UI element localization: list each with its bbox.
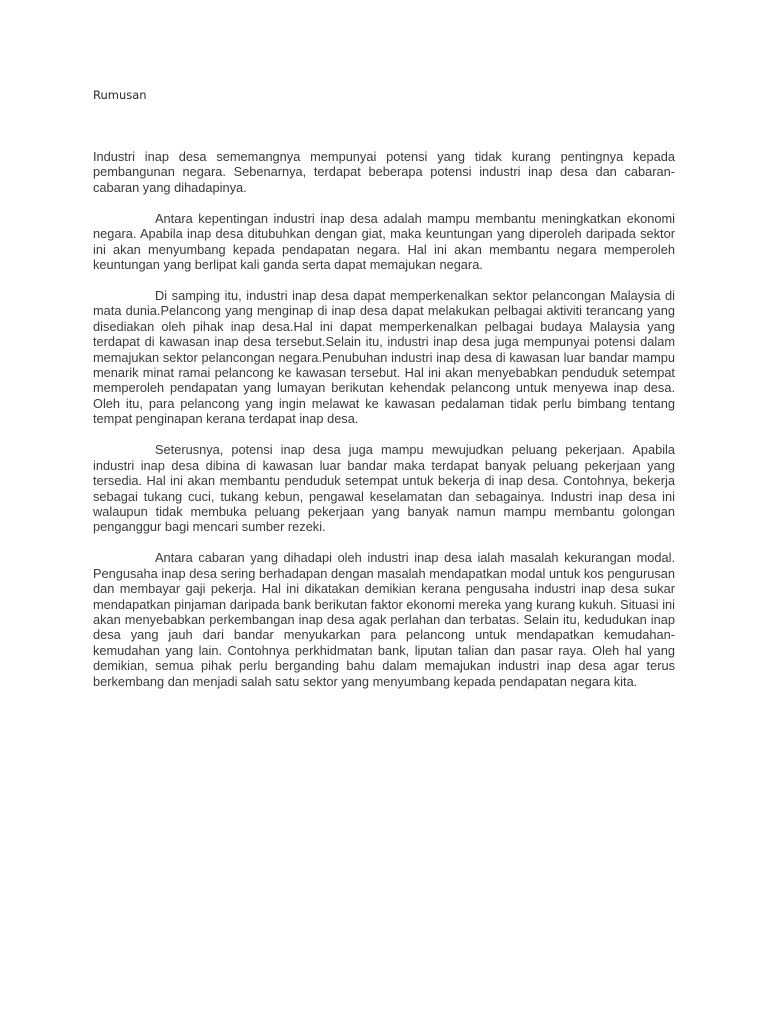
paragraph-intro: Industri inap desa sememangnya mempunyai potensi yang tidak kurang pentingnya kepada pembangunan negara. Sebenarnya, terdapat beberapa potensi industri inap desa dan cabaran-cabaran yang dihadapinya. [93, 149, 675, 195]
document-body [93, 149, 675, 705]
document-heading: Rumusan [93, 88, 147, 102]
paragraph-economy: Antara kepentingan industri inap desa adalah mampu membantu meningkatkan ekonomi negara. Apabila inap desa ditubuhkan dengan giat, maka keuntungan yang diperoleh daripada sektor ini akan menyumbang kepada pendapatan negara. Hal ini akan membantu negara memperoleh keuntungan yang berlipat kali ganda serta dapat memajukan negara. [93, 210, 675, 273]
paragraph-employment: Seterusnya, potensi inap desa juga mampu mewujudkan peluang pekerjaan. Apabila industri inap desa dibina di kawasan luar bandar maka terdapat banyak peluang pekerjaan yang tersedia. Hal ini akan membantu penduduk setempat untuk bekerja di inap desa. Contohnya, bekerja sebagai tukang cuci, tukang kebun, pengawal keselamatan dan sebagainya. Industri inap desa ini walaupun tidak membuka peluang pekerjaan yang banyak namun mampu membantu golongan penganggur bagi mencari sumber rezeki. [93, 442, 675, 535]
paragraph-challenges: Antara cabaran yang dihadapi oleh industri inap desa ialah masalah kekurangan modal. Pengusaha inap desa sering berhadapan dengan masalah mendapatkan modal untuk kos pengurusan dan membayar gaji pekerja. Hal ini dikatakan demikian kerana pengusaha industri inap desa sukar mendapatkan pinjaman daripada bank berikutan faktor ekonomi mereka yang kurang kukuh. Situasi ini akan menyebabkan perkembangan inap desa agak perlahan dan terbatas. Selain itu, kedudukan inap desa yang jauh dari bandar menyukarkan para pelancong untuk mendapatkan kemudahan-kemudahan yang lain. Contohnya perkhidmatan bank, liputan talian dan pasar raya. Oleh hal yang demikian, semua pihak perlu berganding bahu dalam memajukan industri inap desa agar terus berkembang dan menjadi salah satu sektor yang menyumbang kepada pendapatan negara kita. [93, 550, 675, 689]
paragraph-tourism: Di samping itu, industri inap desa dapat memperkenalkan sektor pelancongan Malaysia di mata dunia.Pelancong yang menginap di inap desa dapat melakukan pelbagai aktiviti terancang yang disediakan oleh pihak inap desa.Hal ini dapat memperkenalkan pelbagai budaya Malaysia yang terdapat di kawasan inap desa tersebut.Selain itu, industri inap desa juga mempunyai potensi dalam memajukan sektor pelancongan negara.Penubuhan industri inap desa di kawasan luar bandar mampu menarik minat ramai pelancong ke kawasan tersebut. Hal ini akan menyebabkan penduduk setempat memperoleh pendapatan yang lumayan berikutan kehendak pelancong untuk menyewa inap desa. Oleh itu, para pelancong yang ingin melawat ke kawasan pedalaman tidak perlu bimbang tentang tempat penginapan kerana terdapat inap desa. [93, 288, 675, 427]
